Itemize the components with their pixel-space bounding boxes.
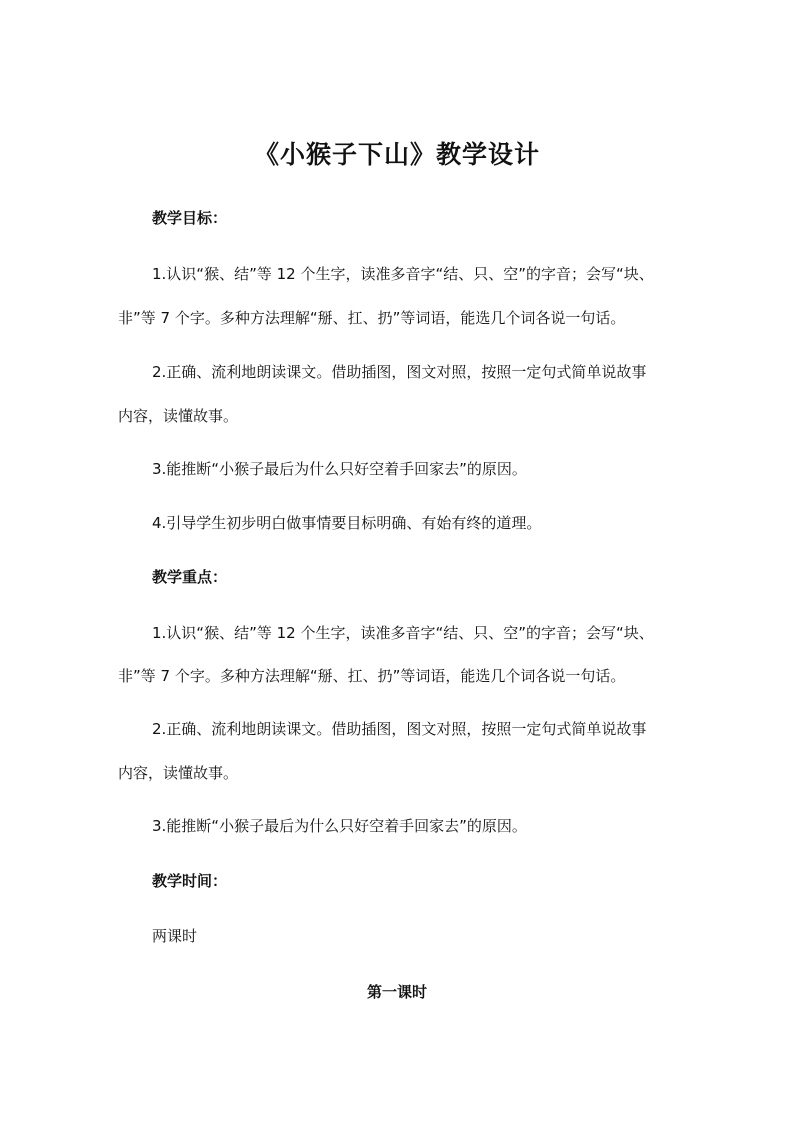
objective-3-line-1: 3.能推断“小猴子最后为什么只好空着手回家去”的原因。 [152, 460, 527, 478]
objective-1-line-1: 1.认识“猴、结”等 12 个生字，读准多音字“结、只、空”的字音；会写“块、 [152, 265, 654, 283]
time-heading: 教学时间： [152, 872, 228, 890]
objective-1-line-2: 非”等 7 个字。多种方法理解“掰、扛、扔”等词语，能选几个词各说一句话。 [118, 309, 626, 327]
key-point-1-line-2: 非”等 7 个字。多种方法理解“掰、扛、扔”等词语，能选几个词各说一句话。 [118, 667, 626, 685]
time-value: 两课时 [152, 927, 198, 945]
document-title: 《小猴子下山》教学设计 [253, 140, 540, 169]
key-point-2-line-2: 内容，读懂故事。 [118, 764, 239, 782]
key-point-3-line-1: 3.能推断“小猴子最后为什么只好空着手回家去”的原因。 [152, 817, 527, 835]
key-point-1-line-1: 1.认识“猴、结”等 12 个生字，读准多音字“结、只、空”的字音；会写“块、 [152, 624, 654, 642]
key-point-2-line-1: 2.正确、流利地朗读课文。借助插图，图文对照，按照一定句式简单说故事 [152, 720, 647, 738]
objectives-heading: 教学目标： [152, 209, 228, 227]
key-points-heading: 教学重点： [152, 568, 228, 586]
first-lesson-heading: 第一课时 [366, 983, 427, 1001]
objective-2-line-2: 内容，读懂故事。 [118, 407, 239, 425]
objective-2-line-1: 2.正确、流利地朗读课文。借助插图，图文对照，按照一定句式简单说故事 [152, 363, 647, 381]
objective-4-line-1: 4.引导学生初步明白做事情要目标明确、有始有终的道理。 [152, 514, 542, 532]
